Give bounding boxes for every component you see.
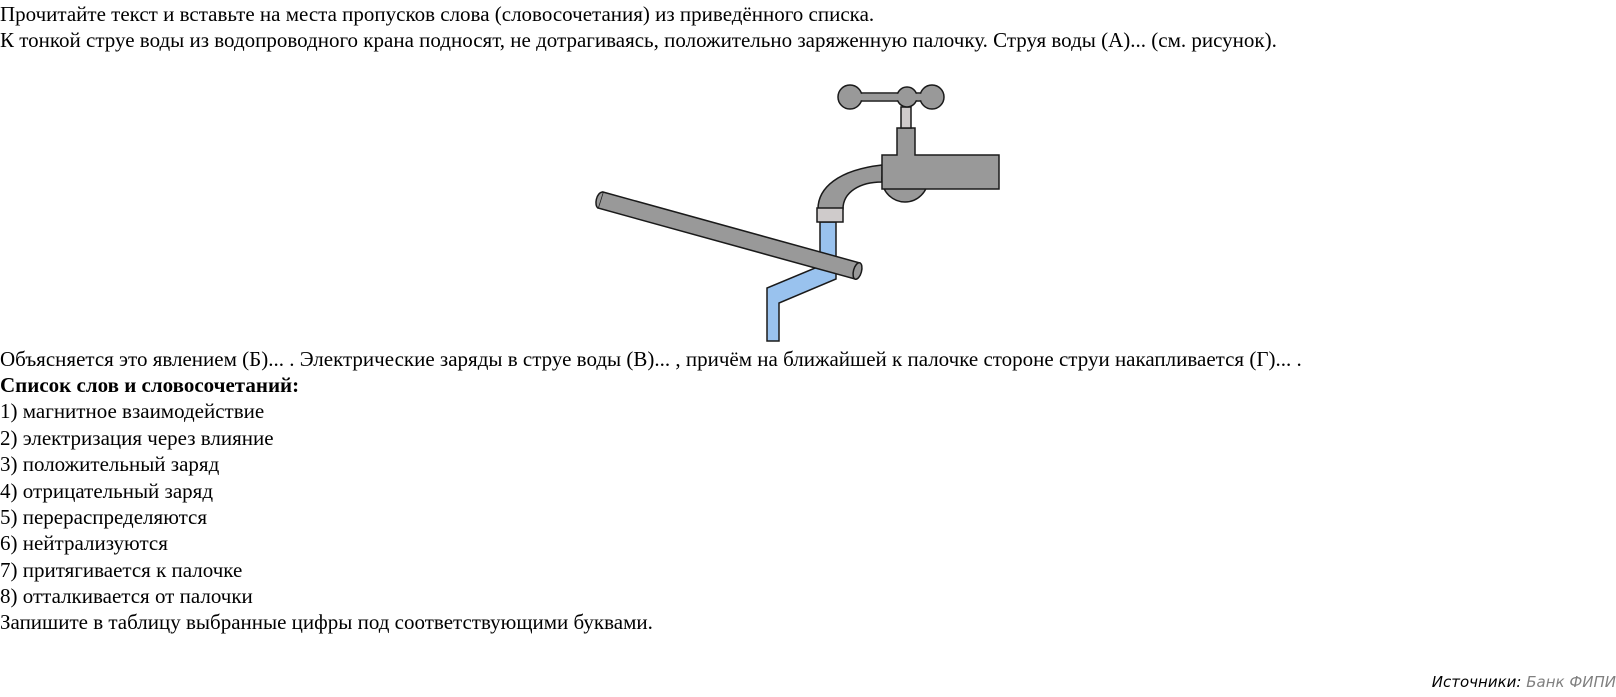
option-item: 6) нейтрализуются <box>0 531 168 555</box>
option-item: 5) перераспределяются <box>0 505 208 529</box>
list-title: Список слов и словосочетаний: <box>0 373 300 397</box>
faucet-figure <box>590 70 1010 350</box>
option-item: 7) притягивается к палочке <box>0 558 243 582</box>
explanation-text: Объясняется это явлением (Б)... . Электрические заряды в струе воды (В)... , причём на ближайшей к палочке стороне струи накапливается (Г)... . <box>0 347 1302 371</box>
option-item: 4) отрицательный заряд <box>0 479 214 503</box>
option-item: 2) электризация через влияние <box>0 426 274 450</box>
instruction-text: Прочитайте текст и вставьте на места пропусков слова (словосочетания) из приведённого списка. <box>0 2 875 26</box>
source-attribution <box>1432 672 1616 692</box>
source-label: Источники: <box>1431 673 1522 691</box>
faucet-ring-icon <box>817 208 843 222</box>
closing-text: Запишите в таблицу выбранные цифры под соответствующими буквами. <box>0 610 653 634</box>
option-item: 3) положительный заряд <box>0 452 220 476</box>
option-item: 8) отталкивается от палочки <box>0 584 253 608</box>
intro-text: К тонкой струе воды из водопроводного крана подносят, не дотрагиваясь, положительно заряженную палочку. Струя воды (А)... (см. рисунок). <box>0 28 1277 52</box>
faucet-stem-icon <box>901 107 911 128</box>
option-item: 1) магнитное взаимодействие <box>0 399 265 423</box>
faucet-handle-icon <box>838 85 944 109</box>
source-link[interactable]: Банк ФИПИ <box>1526 673 1616 691</box>
faucet-spout-icon <box>818 165 882 209</box>
